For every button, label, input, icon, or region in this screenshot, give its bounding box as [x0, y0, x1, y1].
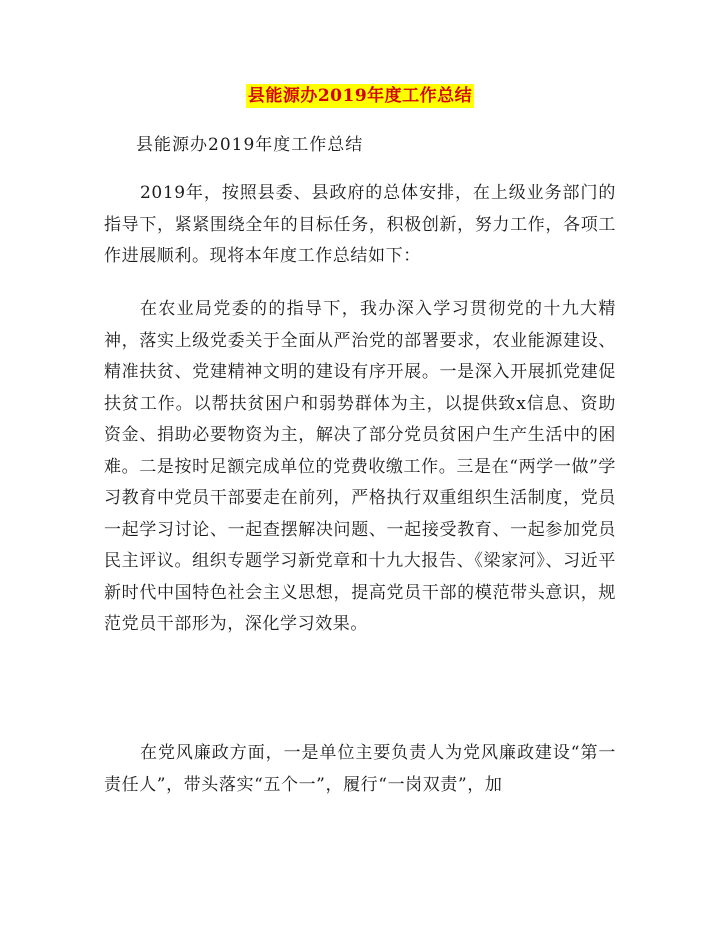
document-title: 县能源办2019年度工作总结 — [247, 86, 473, 106]
title-container — [0, 84, 720, 108]
paragraph-integrity: 在党风廉政方面，一是单位主要负责人为党风廉政建设“第一责任人”，带头落实“五个一”，履行“一岗双责”，加 — [104, 743, 616, 795]
document-subtitle: 县能源办2019年度工作总结 — [136, 135, 364, 155]
paragraph-intro: 2019年，按照县委、县政府的总体安排，在上级业务部门的指导下，紧紧围绕全年的目标任务，积极创新，努力工作，各项工作进展顺利。现将本年度工作总结如下： — [104, 183, 616, 266]
paragraph-party-building: 在农业局党委的的指导下，我办深入学习贯彻党的十九大精神，落实上级党委关于全面从严治党的部署要求，农业能源建设、精准扶贫、党建精神文明的建设有序开展。一是深入开展抓党建促扶贫工作。以帮扶贫困户和弱势群体为主，以提供致x信息、资助资金、捐助必要物资为主，解决了部分党员贫困户生产生活中的困难。二是按时足额完成单位的党费收缴工作。三是在“两学一做”学习教育中党员干部要走在前列，严格执行双重组织生活制度，党员一起学习讨论、一起查摆解决问题、一起接受教育、一起参加党员民主评议。组织专题学习新党章和十九大报告、《梁家河》、习近平新时代中国特色社会主义思想，提高党员干部的模范带头意识，规范党员干部形为，深化学习效果。 — [104, 299, 616, 634]
